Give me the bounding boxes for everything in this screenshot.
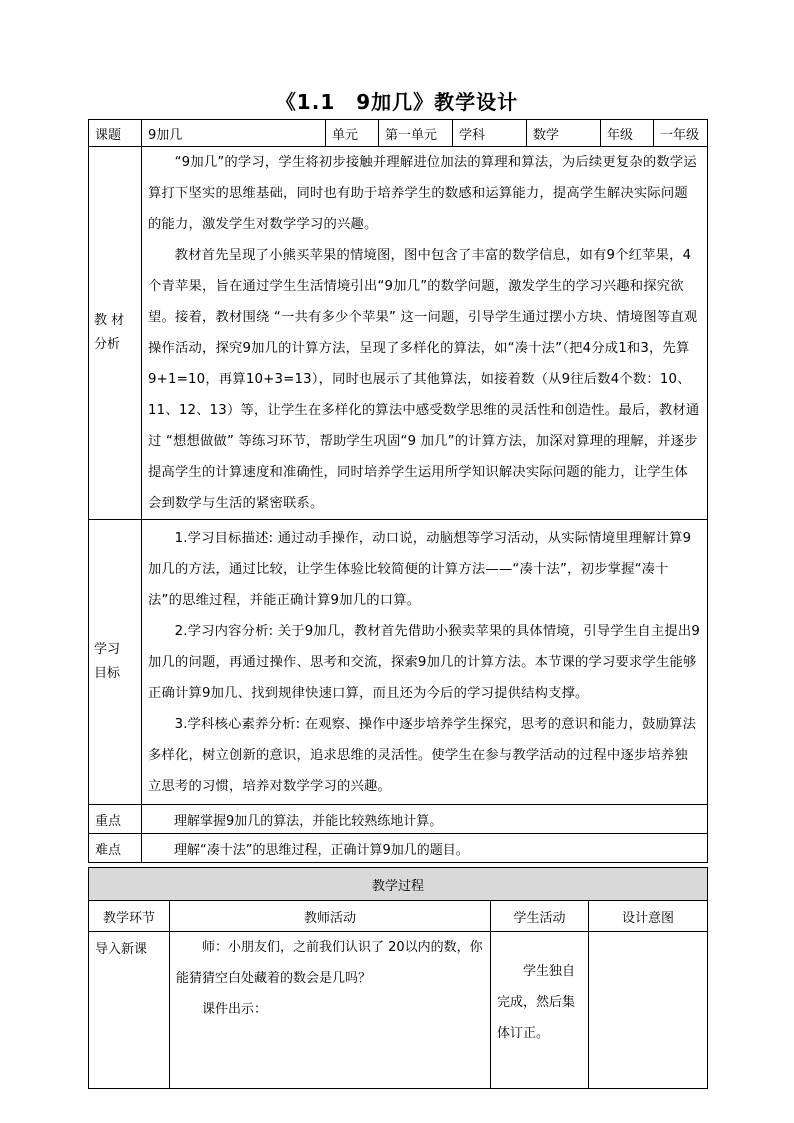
key-point-row — [89, 805, 708, 834]
key-point-label: 重点 — [89, 805, 142, 834]
analysis-paragraph: 教材首先呈现了小熊买苹果的情境图，图中包含了丰富的数学信息，如有9个红苹果，4个青苹果，旨在通过学生生活情境引出“9加几”的数学问题，激发学生的学习兴趣和探究欲望。接着，教材围绕 “一共有多少个苹果” 这一问题，引导学生通过摆小方块、情境图等直观操作活动，探究9加几的计算方法，呈现了多样化的算法，如“凑十法”（把4分成1和3，先算9+1=10，再算10+3=13），同时也展示了其他算法，如接着数（从9往后数4个数：10、11、12、13）等，让学生在多样化的算法中感受数学思维的灵活性和创造性。最后，教材通过 “想想做做” 等练习环节，帮助学生巩固“9 加几”的计算方法，加深对算理的理解，并逐步提高学生的计算速度和准确性，同时培养学生运用所学知识解决实际问题的能力，让学生体会到数学与生活的紧密联系。 — [148, 248, 700, 511]
process-table — [88, 867, 708, 1089]
column-header-student: 学生活动 — [491, 901, 589, 932]
subject-label: 学科 — [453, 120, 527, 147]
student-activity-cell — [491, 932, 589, 1089]
objectives-label: 学习 目标 — [89, 520, 142, 805]
objective-paragraph: 2.学习内容分析: 关于9加几，教材首先借助小猴卖苹果的具体情境，引导学生自主提出9加几的问题，再通过操作、思考和交流，探索9加几的计算方法。本节课的学习要求学生能够正确计算9加几、找到规律快速口算，而且还为今后的学习提供结构支撑。 — [148, 623, 700, 701]
objectives-row — [89, 520, 708, 805]
column-header-teacher: 教师活动 — [170, 901, 491, 932]
analysis-paragraph: “9加几”的学习，学生将初步接触并理解进位加法的算理和算法，为后续更复杂的数学运算打下坚实的思维基础，同时也有助于培养学生的数感和运算能力，提高学生解决实际问题的能力，激发学生对数学学习的兴趣。 — [148, 155, 697, 232]
process-section-title: 教学过程 — [89, 868, 708, 901]
unit-label: 单元 — [326, 120, 379, 147]
design-purpose-cell — [589, 932, 708, 1089]
grade-label: 年级 — [601, 120, 654, 147]
document-title: 《1.1 9加几》教学设计 — [275, 90, 519, 114]
topic-label: 课题 — [89, 120, 142, 147]
grade-value: 一年级 — [654, 120, 708, 147]
stage-cell: 导入新课 — [89, 932, 170, 1089]
teacher-activity-cell — [170, 932, 491, 1089]
analysis-label: 教 材 分析 — [89, 147, 142, 520]
difficulty-row — [89, 834, 708, 863]
column-header-stage: 教学环节 — [89, 901, 170, 932]
key-point-text: 理解掌握9加几的算法，并能比较熟练地计算。 — [142, 805, 708, 834]
analysis-row — [89, 147, 708, 520]
info-table — [88, 119, 708, 863]
objective-paragraph: 3.学科核心素养分析: 在观察、操作中逐步培养学生探究，思考的意识和能力，鼓励算法多样化，树立创新的意识，追求思维的灵活性。使学生在参与教学活动的过程中逐步培养独立思考的习惯，培养对数学学习的兴趣。 — [148, 716, 697, 794]
header-row — [89, 120, 708, 147]
student-activity-text: 学生独自完成，然后集体订正。 — [497, 964, 576, 1041]
difficulty-text: 理解“凑十法”的思维过程，正确计算9加几的题目。 — [142, 834, 708, 863]
objectives-content — [142, 520, 708, 805]
objective-paragraph: 1.学习目标描述: 通过动手操作，动口说，动脑想等学习活动，从实际情境里理解计算9加几的方法，通过比较，让学生体验比较简便的计算方法——“凑十法”，初步掌握“凑十法”的思维过程，并能正确计算9加几的口算。 — [148, 530, 692, 608]
unit-value: 第一单元 — [379, 120, 453, 147]
teacher-activity-text: 师：小朋友们，之前我们认识了 20以内的数，你能猜猜空白处藏着的数会是几吗？ — [176, 940, 483, 986]
analysis-content — [142, 147, 708, 520]
process-section-row — [89, 868, 708, 901]
process-row-intro — [89, 932, 708, 1089]
subject-value: 数学 — [527, 120, 601, 147]
teacher-activity-text: 课件出示： — [202, 1002, 268, 1017]
difficulty-label: 难点 — [89, 834, 142, 863]
column-header-purpose: 设计意图 — [589, 901, 708, 932]
process-column-headers — [89, 901, 708, 932]
topic-value: 9加几 — [142, 120, 326, 147]
